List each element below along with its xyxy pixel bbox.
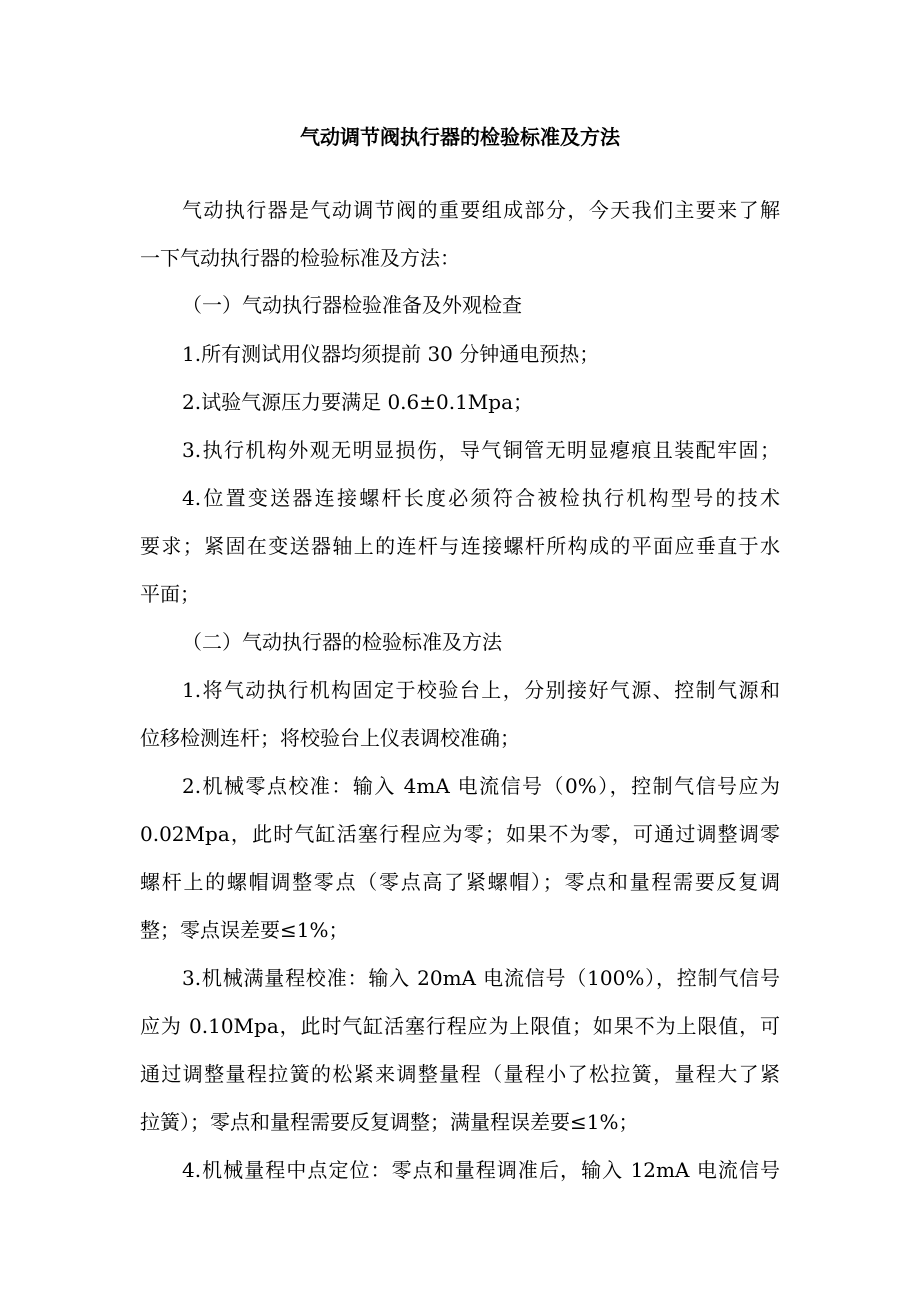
- section2-item2-line3: 螺杆上的螺帽调整零点（零点高了紧螺帽）；零点和量程需要反复调: [140, 870, 780, 894]
- section2-item1-line2: 位移检测连杆；将校验台上仪表调校准确；: [140, 726, 520, 750]
- section2-item3-line1: 3.机械满量程校准：输入 20mA 电流信号（100%），控制气信号: [182, 966, 780, 990]
- section1-item4-line2: 要求；紧固在变送器轴上的连杆与连接螺杆所构成的平面应垂直于水: [140, 534, 780, 558]
- intro-line-1: 气动执行器是气动调节阀的重要组成部分，今天我们主要来了解: [182, 198, 780, 222]
- section1-item4-line1: 4.位置变送器连接螺杆长度必须符合被检执行机构型号的技术: [182, 486, 780, 510]
- section2-item4-line1: 4.机械量程中点定位：零点和量程调准后，输入 12mA 电流信号: [182, 1158, 780, 1182]
- section2-item2-line1: 2.机械零点校准：输入 4mA 电流信号（0%），控制气信号应为: [182, 774, 780, 798]
- intro-line-2: 一下气动执行器的检验标准及方法：: [140, 246, 460, 270]
- section2-item1-line1: 1.将气动执行机构固定于校验台上，分别接好气源、控制气源和: [182, 678, 780, 702]
- section2-item2-line2: 0.02Mpa，此时气缸活塞行程应为零；如果不为零，可通过调整调零: [140, 822, 780, 846]
- section1-item2: 2.试验气源压力要满足 0.6±0.1Mpa；: [182, 390, 534, 414]
- section2-item3-line2: 应为 0.10Mpa，此时气缸活塞行程应为上限值；如果不为上限值，可: [140, 1014, 780, 1038]
- document-title: 气动调节阀执行器的检验标准及方法: [300, 125, 620, 149]
- section1-item4-line3: 平面；: [140, 582, 200, 606]
- section2-item3-line4: 拉簧）；零点和量程需要反复调整；满量程误差要≤1%；: [140, 1110, 639, 1134]
- section2-item2-line4: 整；零点误差要≤1%；: [140, 918, 349, 942]
- section1-heading: （一）气动执行器检验准备及外观检查: [182, 293, 522, 317]
- section1-item1: 1.所有测试用仪器均须提前 30 分钟通电预热；: [182, 342, 600, 366]
- section2-item3-line3: 通过调整量程拉簧的松紧来调整量程（量程小了松拉簧，量程大了紧: [140, 1062, 780, 1086]
- section1-item3: 3.执行机构外观无明显损伤，导气铜管无明显瘪痕且装配牢固；: [182, 438, 780, 462]
- section2-heading: （二）气动执行器的检验标准及方法: [182, 630, 502, 654]
